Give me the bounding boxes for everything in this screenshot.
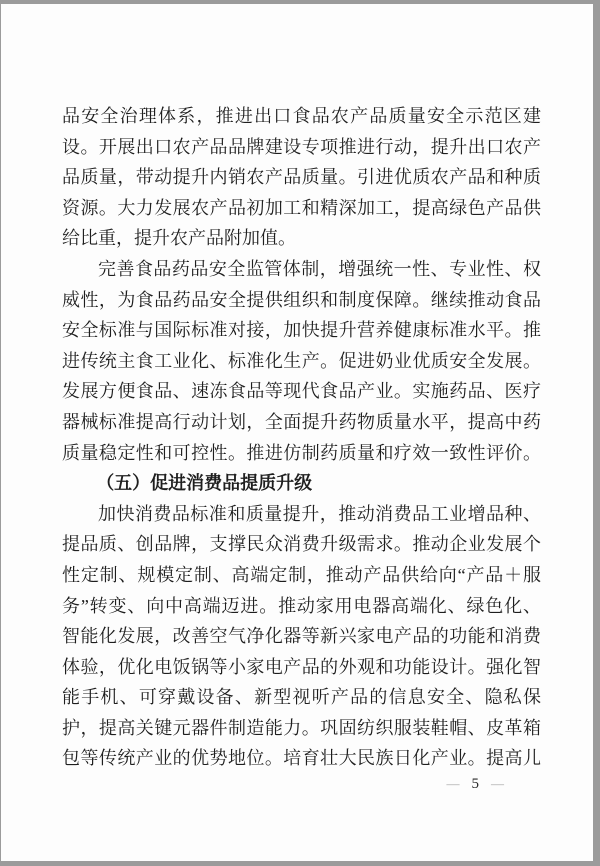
text-line: 威性，为食品药品安全提供组织和制度保障。继续推动食品 bbox=[62, 289, 541, 310]
text-line: 务”转变、向中高端迈进。推动家用电器高端化、绿色化、 bbox=[62, 595, 541, 616]
text-line: 发展方便食品、速冻食品等现代食品产业。实施药品、医疗 bbox=[62, 381, 541, 402]
document-page bbox=[1, 4, 593, 861]
text-line: 性定制、规模定制、高端定制，推动产品供给向“产品＋服 bbox=[62, 564, 541, 585]
text-line: 进传统主食工业化、标准化生产。促进奶业优质安全发展。 bbox=[62, 350, 541, 371]
text-line: 包等传统产业的优势地位。培育壮大民族日化产业。提高儿 bbox=[62, 748, 541, 769]
text-line: 设。开展出口农产品品牌建设专项推进行动，提升出口农产 bbox=[62, 136, 541, 157]
text-line: 加快消费品标准和质量提升，推动消费品工业增品种、 bbox=[98, 503, 541, 524]
text-line: 安全标准与国际标准对接，加快提升营养健康标准水平。推 bbox=[62, 320, 541, 341]
footer-dash-right: — bbox=[491, 776, 505, 791]
text-line: 品安全治理体系，推进出口食品农产品质量安全示范区建 bbox=[62, 106, 541, 126]
section-heading: （五）促进消费品提质升级 bbox=[96, 473, 313, 494]
text-line: 智能化发展，改善空气净化器等新兴家电产品的功能和消费 bbox=[62, 626, 541, 647]
footer-page-number-value: 5 bbox=[471, 776, 480, 792]
document-text bbox=[62, 101, 541, 774]
text-line: 能手机、可穿戴设备、新型视听产品的信息安全、隐私保 bbox=[62, 687, 541, 708]
text-line: 资源。大力发展农产品初加工和精深加工，提高绿色产品供 bbox=[62, 197, 541, 218]
text-line: 质量稳定性和可控性。推进仿制药质量和疗效一致性评价。 bbox=[62, 442, 541, 463]
text-line: 护，提高关键元器件制造能力。巩固纺织服装鞋帽、皮革箱 bbox=[62, 717, 541, 738]
text-line: 提品质、创品牌，支撑民众消费升级需求。推动企业发展个 bbox=[62, 534, 541, 555]
page-number bbox=[447, 776, 506, 793]
text-line: 器械标准提高行动计划，全面提升药物质量水平，提高中药 bbox=[62, 411, 541, 432]
text-line: 完善食品药品安全监管体制，增强统一性、专业性、权 bbox=[98, 258, 541, 279]
text-line: 给比重，提升农产品附加值。 bbox=[62, 228, 296, 249]
footer-dash-left: — bbox=[446, 776, 461, 791]
text-line: 体验，优化电饭锅等小家电产品的外观和功能设计。强化智 bbox=[62, 656, 541, 677]
text-line: 品质量，带动提升内销农产品质量。引进优质农产品和种质 bbox=[62, 167, 541, 188]
